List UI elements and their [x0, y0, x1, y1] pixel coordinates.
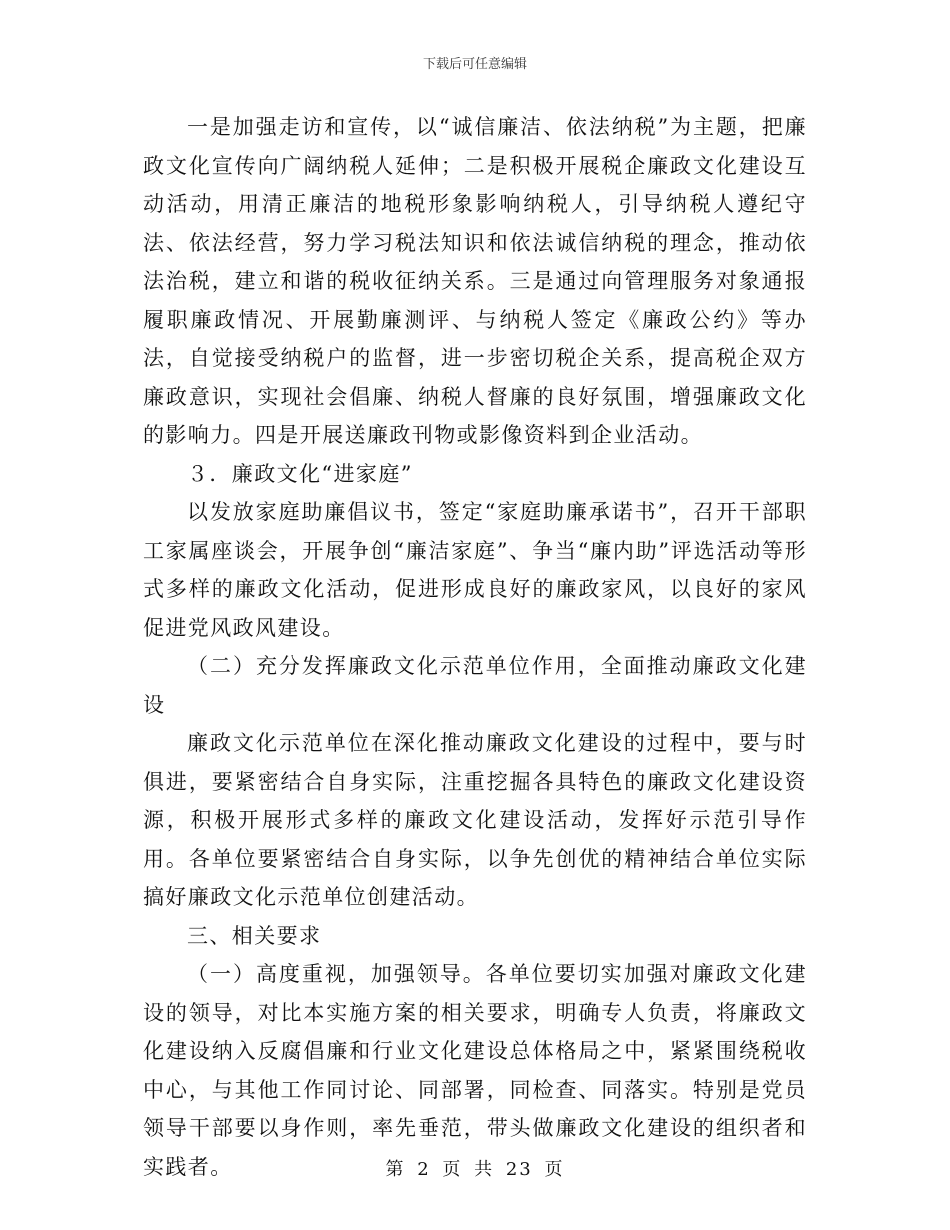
page-number: 第 2 页 共 23 页 — [385, 1159, 565, 1180]
section-heading-requirements: 三、相关要求 — [187, 923, 322, 948]
subheading-demonstration-units: （二）充分发挥廉政文化示范单位作用，全面推动廉政文化建设 — [143, 654, 807, 717]
paragraph-outreach: 一是加强走访和宣传，以“诚信廉洁、依法纳税”为主题，把廉政文化宣传向广阔纳税人延伸；二是积极开展税企廉政文化建设互动活动，用清正廉洁的地税形象影响纳税人，引导纳税人遵纪守法、依法经营，努力学习税法知识和依法诚信纳税的理念，推动依法治税，建立和谐的税收征纳关系。三是通过向管理服务对象通报履职廉政情况、开展勤廉测评、与纳税人签定《廉政公约》等办法，自觉接受纳税户的监督，进一步密切税企关系，提高税企双方廉政意识，实现社会倡廉、纳税人督廉的良好氛围，增强廉政文化的影响力。四是开展送廉政刊物或影像资料到企业活动。 — [143, 115, 807, 447]
paragraph-family: 以发放家庭助廉倡议书，签定“家庭助廉承诺书”，召开干部职工家属座谈会，开展争创“廉洁家庭”、争当“廉内助”评选活动等形式多样的廉政文化活动，促进形成良好的廉政家风，以良好的家风促进党风政风建设。 — [143, 500, 807, 640]
paragraph-demonstration-units: 廉政文化示范单位在深化推动廉政文化建设的过程中，要与时俱进，要紧密结合自身实际，注重挖掘各具特色的廉政文化建设资源，积极开展形式多样的廉政文化建设活动，发挥好示范引导作用。各单位要紧密结合自身实际，以争先创优的精神结合单位实际搞好廉政文化示范单位创建活动。 — [143, 731, 807, 909]
paragraph-leadership: （一）高度重视，加强领导。各单位要切实加强对廉政文化建设的领导，对比本实施方案的相关要求，明确专人负责，将廉政文化建设纳入反腐倡廉和行业文化建设总体格局之中，紧紧围绕税收中心，与其他工作同讨论、同部署，同检查、同落实。特别是党员领导干部要以身作则，率先垂范，带头做廉政文化建设的组织者和实践者。 — [143, 962, 807, 1179]
document-body — [143, 108, 807, 1186]
page-header: 下载后可任意编辑 — [422, 57, 527, 72]
subheading-family: ３．廉政文化“进家庭” — [187, 461, 413, 486]
